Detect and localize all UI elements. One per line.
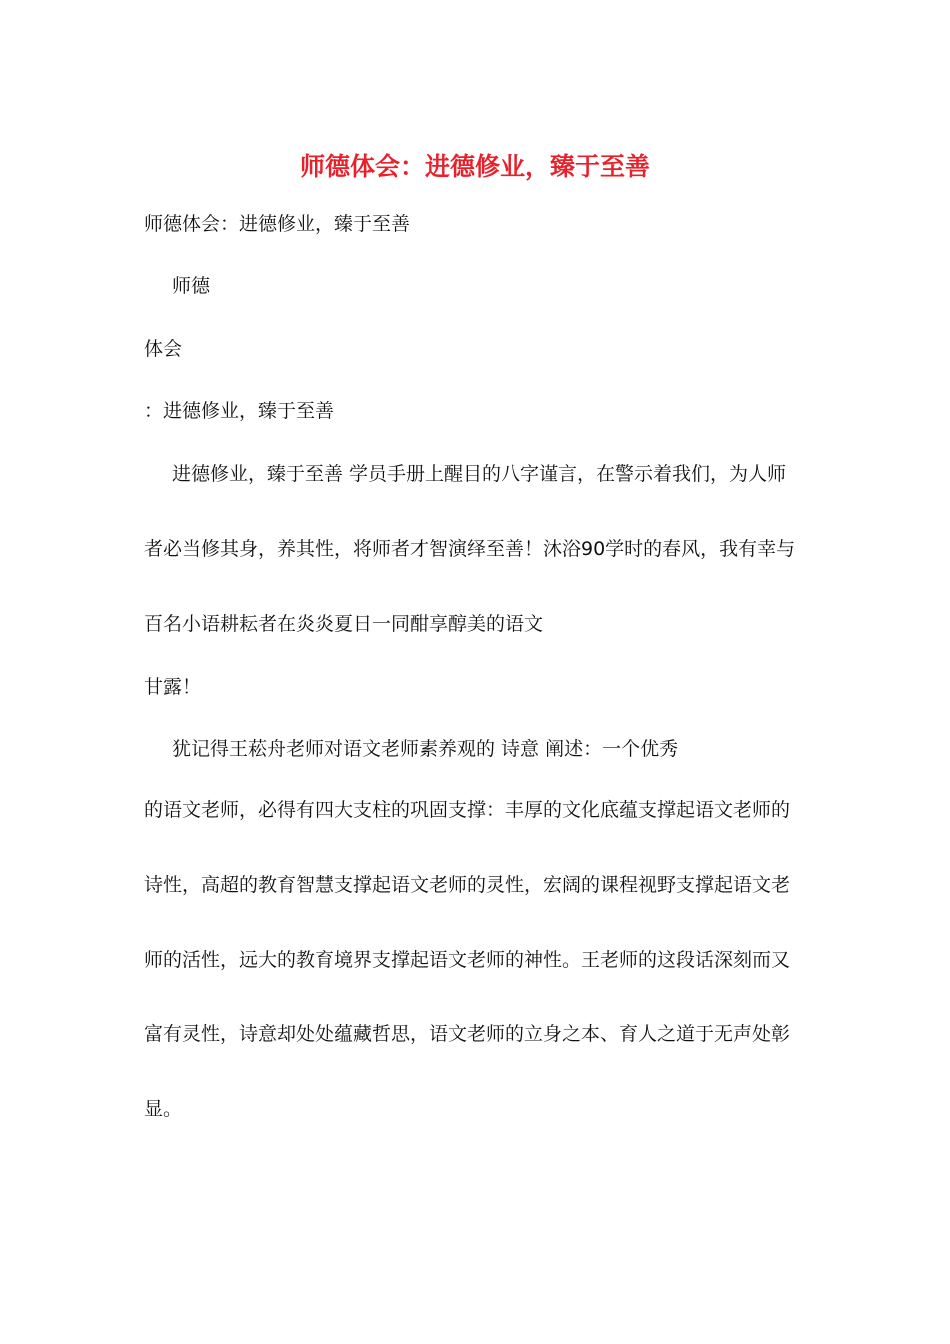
paragraph-line: 甘露！ — [144, 676, 202, 698]
text-line: 体会 — [144, 338, 183, 360]
document-title: 师德体会：进德修业，臻于至善 — [299, 152, 650, 181]
paragraph-line: 显。 — [144, 1098, 183, 1120]
paragraph-line: 犹记得王菘舟老师对语文老师素养观的 诗意 阐述：一个优秀 — [172, 738, 679, 760]
text-line: 师德 — [172, 275, 211, 297]
paragraph-line: 百名小语耕耘者在炎炎夏日一同酣享醇美的语文 — [144, 613, 544, 635]
paragraph-line: 师的活性，远大的教育境界支撑起语文老师的神性。王老师的这段话深刻而又 — [144, 949, 791, 971]
text-line: ：进德修业，臻于至善 — [144, 400, 335, 422]
paragraph-line: 的语文老师，必得有四大支柱的巩固支撑：丰厚的文化底蕴支撑起语文老师的 — [144, 799, 791, 821]
paragraph-line: 诗性，高超的教育智慧支撑起语文老师的灵性，宏阔的课程视野支撑起语文老 — [144, 874, 791, 896]
paragraph-line: 富有灵性，诗意却处处蕴藏哲思，语文老师的立身之本、育人之道于无声处彰 — [144, 1023, 791, 1045]
paragraph-line: 者必当修其身，养其性，将师者才智演绎至善！沐浴90学时的春风，我有幸与 — [144, 538, 796, 560]
paragraph-line: 进德修业，臻于至善 学员手册上醒目的八字谨言，在警示着我们，为人师 — [172, 463, 787, 485]
subtitle-line: 师德体会：进德修业，臻于至善 — [144, 213, 411, 235]
